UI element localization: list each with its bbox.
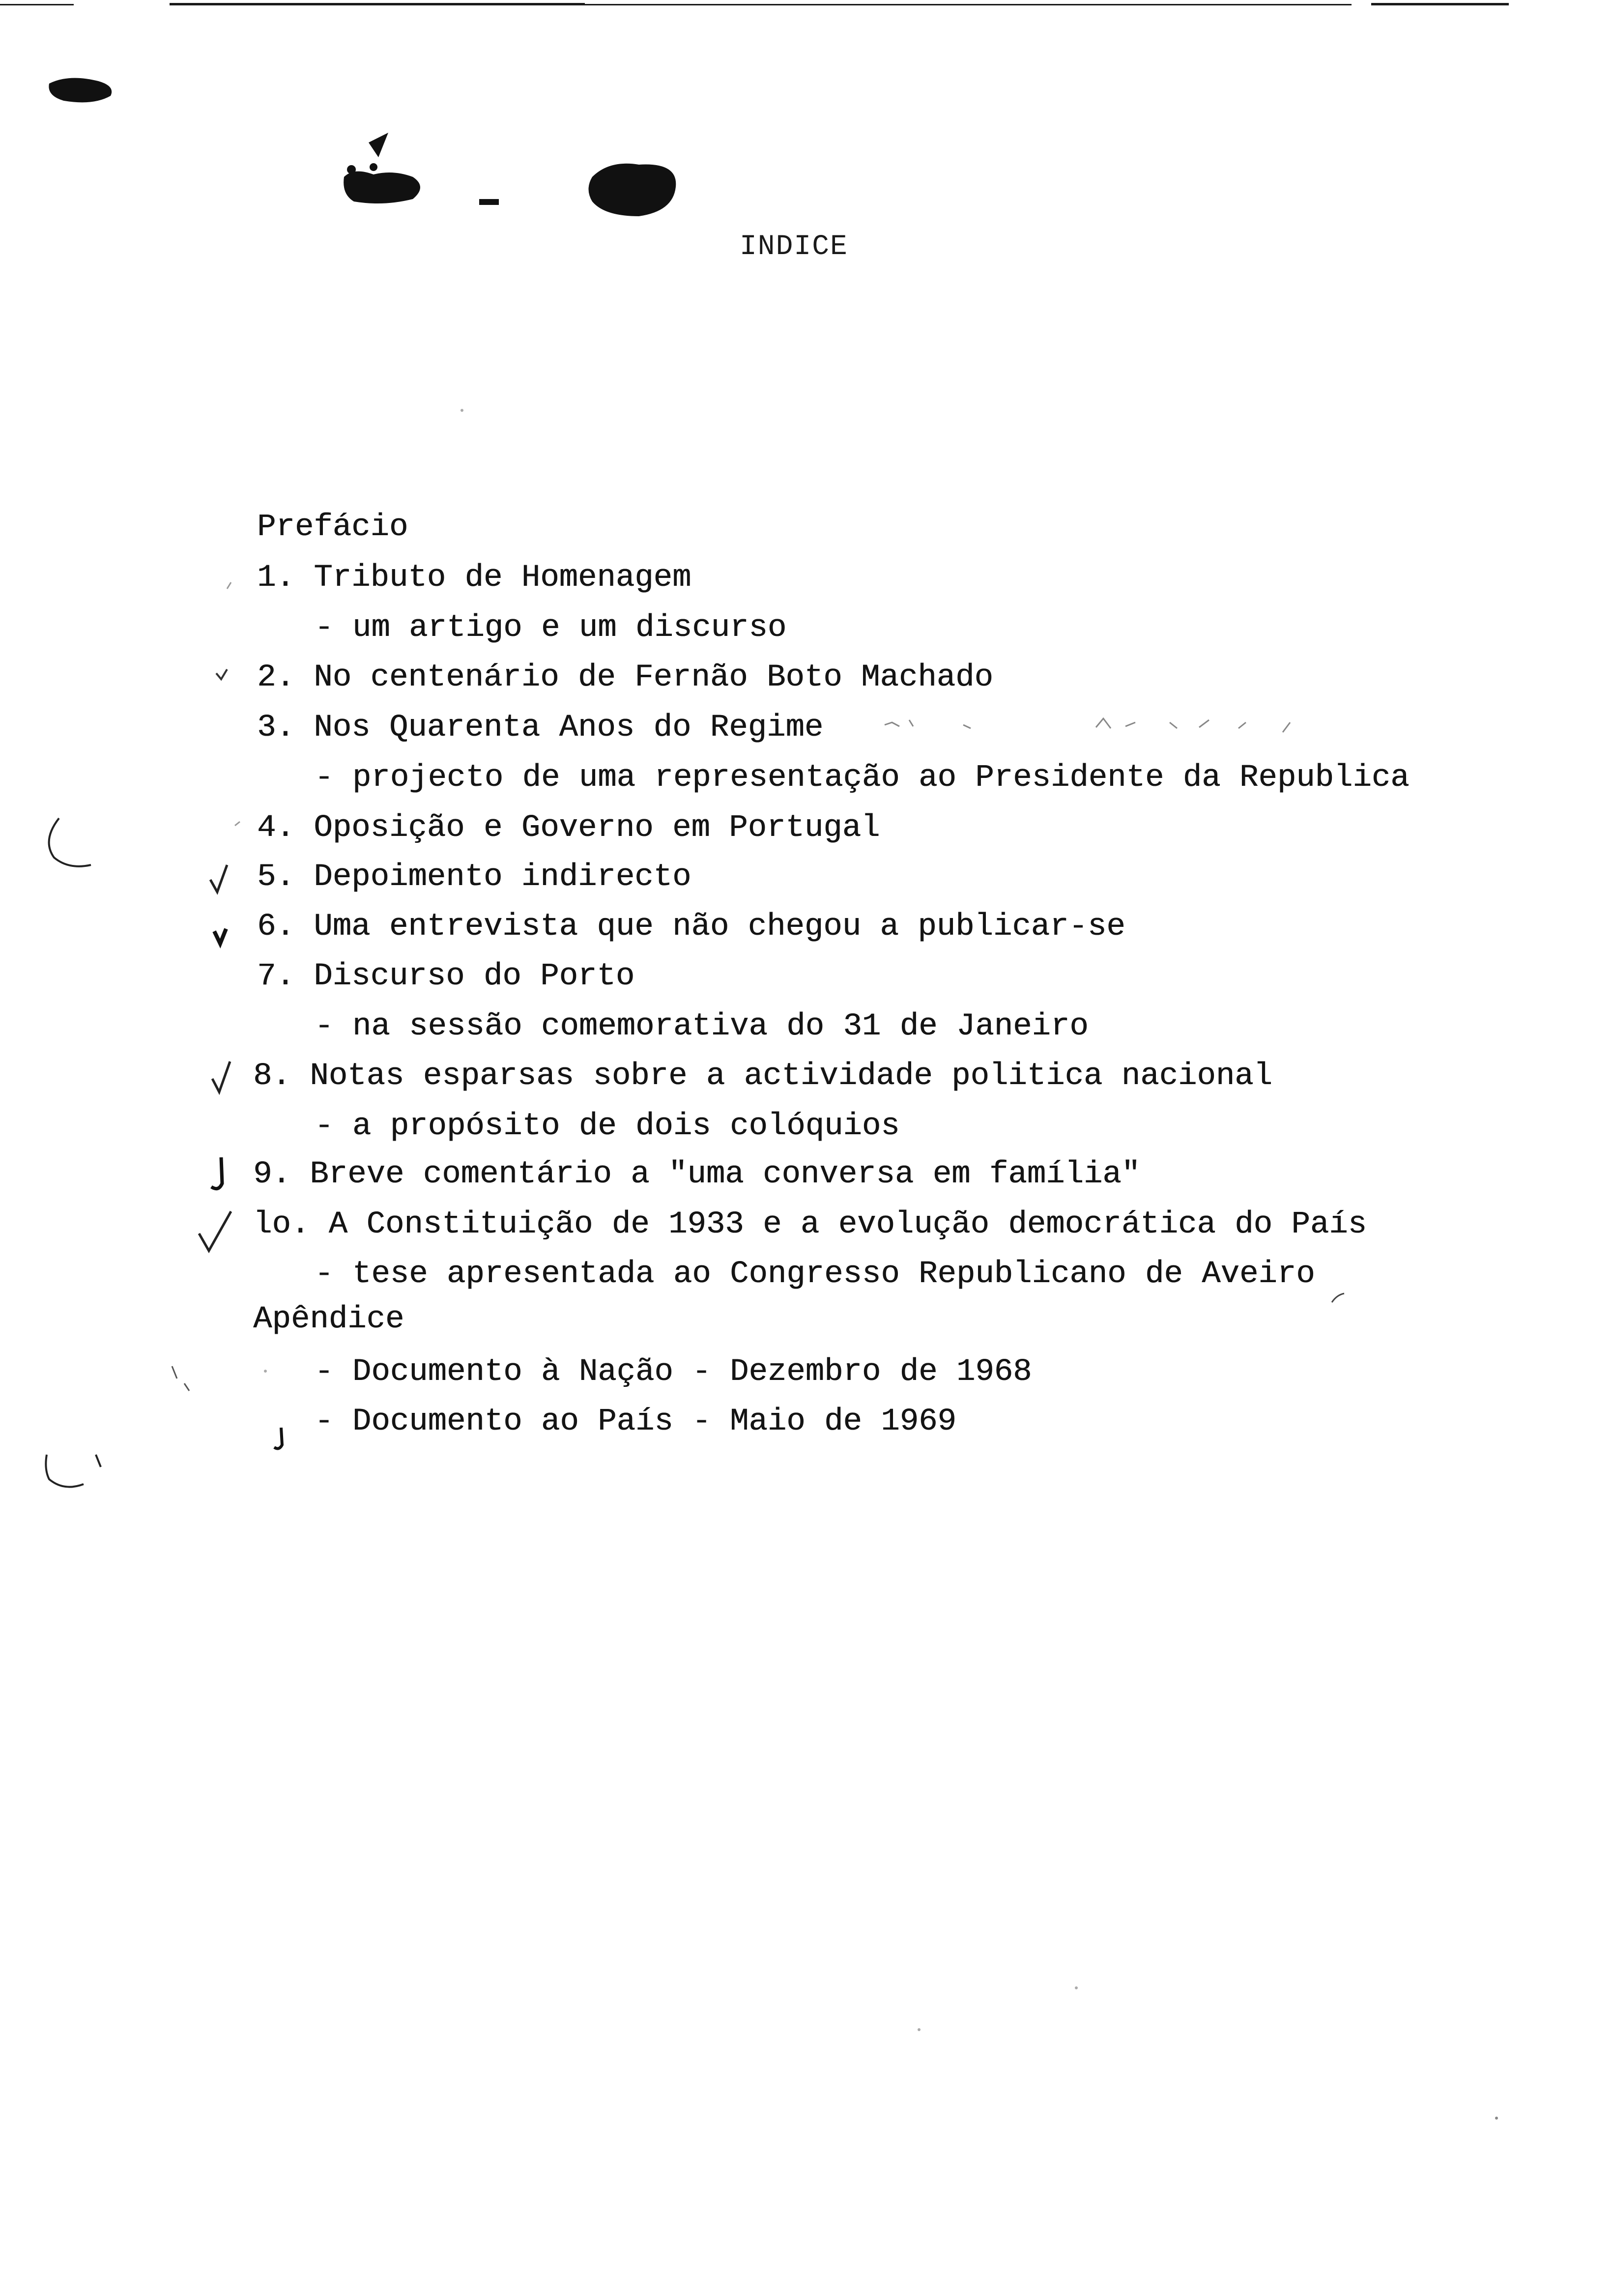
toc-entry-number: 8. xyxy=(253,1059,291,1094)
toc-entry-text: - Documento à Nação - Dezembro de 1968 xyxy=(315,1354,1032,1390)
toc-entry-text: Prefácio xyxy=(257,510,408,545)
toc-entry-number: 4. xyxy=(257,810,295,846)
toc-entry-number: 1. xyxy=(257,560,295,596)
toc-entry-1 xyxy=(257,558,691,598)
toc-entry-text: - na sessão comemorativa do 31 de Janeiro xyxy=(315,1009,1089,1044)
toc-entry-text: Uma entrevista que não chegou a publicar-se xyxy=(314,909,1125,945)
toc-entry-10-subtitle xyxy=(315,1255,1315,1294)
toc-entry-7-subtitle xyxy=(315,1007,1089,1046)
toc-entry-text: Discurso do Porto xyxy=(314,959,635,994)
toc-entry-text: Tributo de Homenagem xyxy=(314,560,691,596)
toc-entry-text: - tese apresentada ao Congresso Republicano de Aveiro xyxy=(315,1257,1315,1292)
toc-entry-number: 9. xyxy=(253,1157,291,1192)
toc-entry-text: Oposição e Governo em Portugal xyxy=(314,810,880,846)
toc-entry-9 xyxy=(253,1155,1140,1194)
toc-entry-3-subtitle xyxy=(315,758,1410,798)
toc-entry-1-subtitle xyxy=(315,608,786,648)
toc-entry-text: Apêndice xyxy=(253,1302,404,1337)
toc-entry-text: - a propósito de dois colóquios xyxy=(315,1109,900,1144)
toc-entry-8-subtitle xyxy=(315,1107,900,1146)
toc-entry-prefacio xyxy=(257,508,408,547)
toc-entry-apendice-doc-2 xyxy=(315,1402,956,1441)
toc-entry-number: 5. xyxy=(257,860,295,895)
toc-entry-text: No centenário de Fernão Boto Machado xyxy=(314,660,993,695)
toc-entry-6 xyxy=(257,907,1125,947)
toc-entry-text: - projecto de uma representação ao Presidente da Republica xyxy=(315,760,1410,796)
toc-entry-text: Nos Quarenta Anos do Regime xyxy=(314,710,824,746)
toc-entry-number: 6. xyxy=(257,909,295,945)
toc-entry-text: - um artigo e um discurso xyxy=(315,610,787,646)
toc-entry-2 xyxy=(257,658,993,697)
toc-entry-4 xyxy=(257,808,880,848)
page-title: INDICE xyxy=(740,231,848,263)
toc-entry-apendice xyxy=(253,1300,404,1339)
toc-entry-7 xyxy=(257,957,634,996)
toc-entry-10 xyxy=(253,1205,1367,1244)
toc-entry-number: lo. xyxy=(253,1207,310,1242)
toc-entry-text: Depoimento indirecto xyxy=(314,860,691,895)
toc-entry-apendice-doc-1 xyxy=(315,1352,1032,1392)
toc-entry-8 xyxy=(253,1057,1272,1096)
toc-entry-text: Breve comentário a "uma conversa em família" xyxy=(310,1157,1141,1192)
toc-entry-text: Notas esparsas sobre a actividade politica nacional xyxy=(310,1059,1272,1094)
toc-entry-text: A Constituição de 1933 e a evolução democrática do País xyxy=(328,1207,1367,1242)
toc-entry-number: 2. xyxy=(257,660,295,695)
toc-entry-3 xyxy=(257,708,823,747)
toc-entry-text: - Documento ao País - Maio de 1969 xyxy=(315,1404,956,1439)
toc-entry-number: 7. xyxy=(257,959,295,994)
toc-entry-number: 3. xyxy=(257,710,295,746)
toc-entry-5 xyxy=(257,858,691,897)
